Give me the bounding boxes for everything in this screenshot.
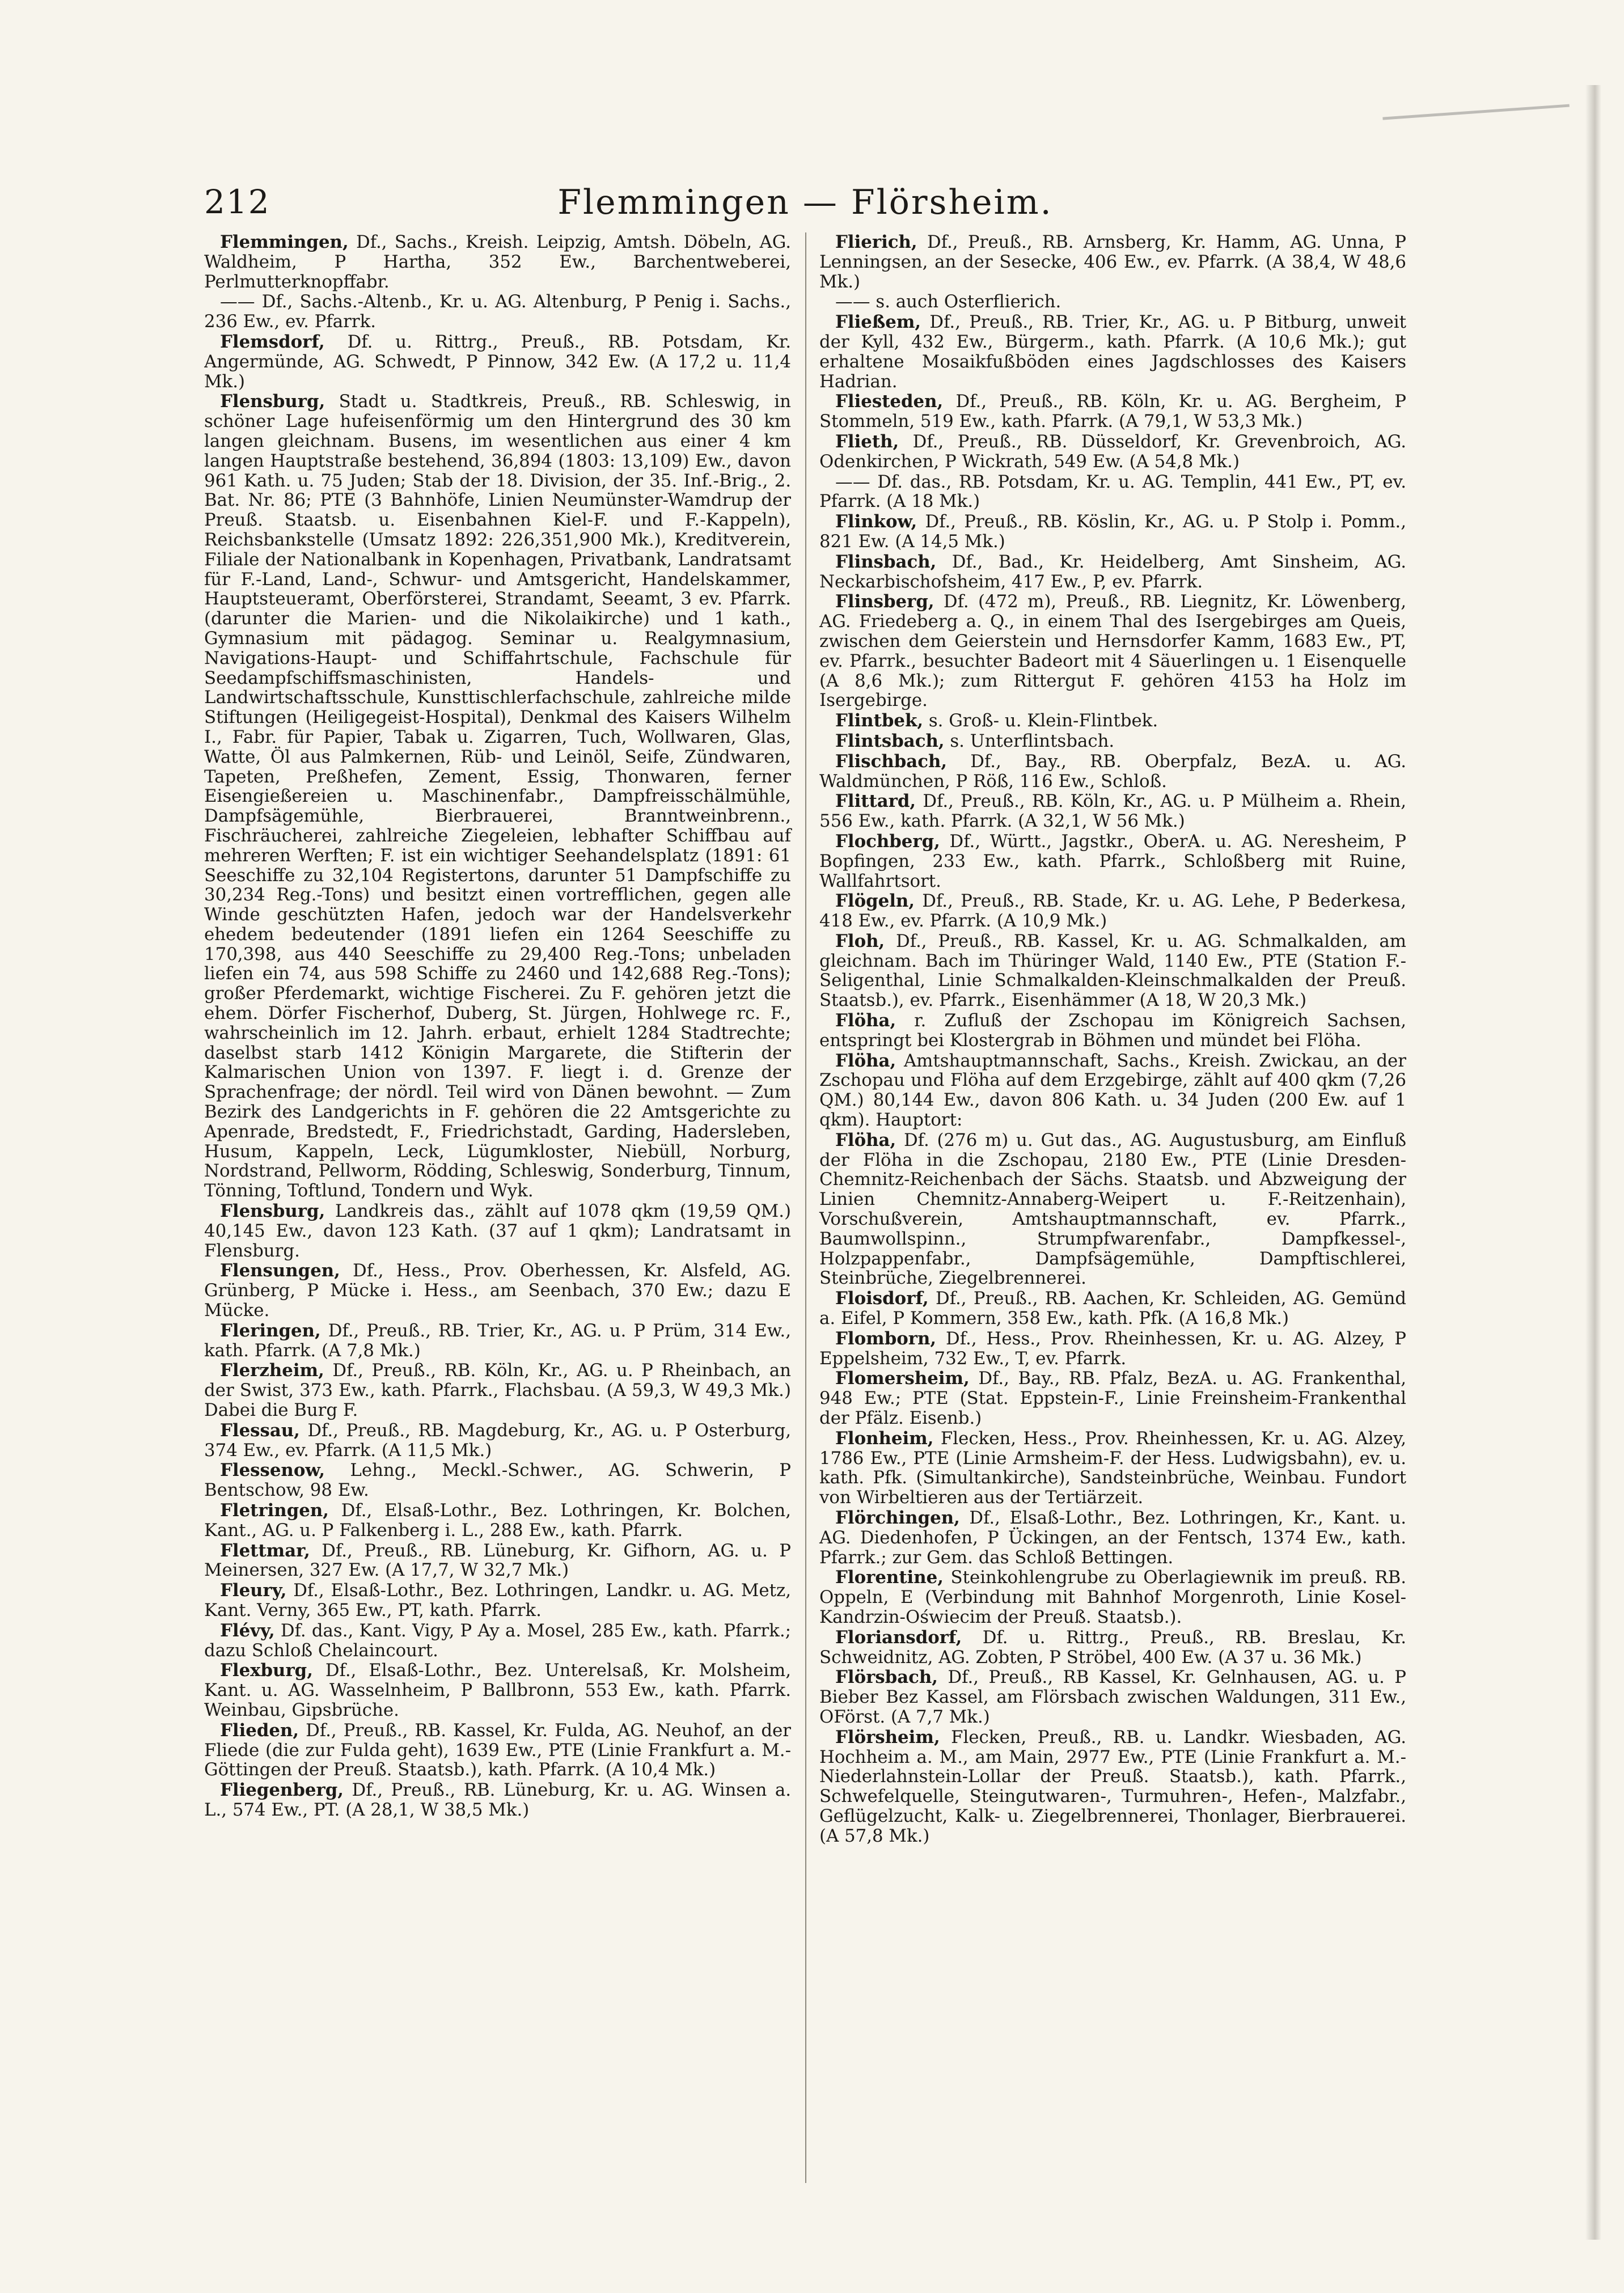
gazetteer-entry — [204, 1501, 791, 1541]
entry-headword: Flessenow, — [220, 1460, 325, 1481]
gazetteer-entry — [819, 1728, 1406, 1846]
entry-headword: Flierich, — [835, 232, 917, 252]
entry-text: r. Zufluß der Zschopau im Königreich Sachsen, entspringt bei Klostergrab in Böhmen und mündet bei Flöha. — [819, 1010, 1406, 1051]
entry-text: Df., Bad., Kr. Heidelberg, Amt Sinsheim, AG. Neckarbischofsheim, 417 Ew., P, ev. Pfarrk. — [819, 551, 1406, 592]
entry-text: Df., Hess., Prov. Rheinhessen, Kr. u. AG. Alzey, P Eppelsheim, 732 Ew., T, ev. Pfarrk. — [819, 1328, 1406, 1369]
gazetteer-entry — [819, 1051, 1406, 1130]
entry-text: Df. das., Kant. Vigy, P Ay a. Mosel, 285 Ew., kath. Pfarrk.; dazu Schloß Chelaincourt. — [204, 1620, 791, 1661]
entry-text: Df., Preuß., RB. Arnsberg, Kr. Hamm, AG. Unna, P Lenningsen, an der Sesecke, 406 Ew., ev. Pfarrk. (A 38,4, W 48,6 Mk.) — [819, 232, 1406, 292]
gazetteer-entry — [819, 1429, 1406, 1508]
entry-text: —— Df., Sachs.-Altenb., Kr. u. AG. Altenburg, P Penig i. Sachs., 236 Ew., ev. Pfarrk. — [204, 291, 791, 332]
gazetteer-entry — [204, 1361, 791, 1420]
gazetteer-entry — [819, 1568, 1406, 1627]
entry-text: Df., Elsaß-Lothr., Bez. Lothringen, Landkr. u. AG. Metz, Kant. Verny, 365 Ew., PT, kath. Pfarrk. — [204, 1580, 791, 1621]
entry-text: Df., Preuß., RB. Lüneburg, Kr. u. AG. Winsen a. L., 574 Ew., PT. (A 28,1, W 38,5 Mk.) — [204, 1780, 791, 1820]
gazetteer-entry — [204, 332, 791, 391]
gazetteer-entry — [819, 752, 1406, 792]
entry-headword: Flintbek, — [835, 710, 924, 731]
entry-text: Df., Preuß., RB. Aachen, Kr. Schleiden, AG. Gemünd a. Eifel, P Kommern, 358 Ew., kath. Pfk. (A 16,8 Mk.) — [819, 1288, 1406, 1329]
entry-text: s. Groß- u. Klein-Flintbek. — [923, 710, 1158, 731]
gazetteer-entry — [819, 552, 1406, 592]
entry-headword: Flörsbach, — [835, 1667, 938, 1688]
entry-text: Df., Preuß., RB. Köln, Kr. u. AG. Bergheim, P Stommeln, 519 Ew., kath. Pfarrk. (A 79,1, W 53,3 Mk.) — [819, 391, 1406, 432]
gazetteer-entry — [204, 1202, 791, 1260]
right-column — [819, 232, 1406, 2183]
entry-text: Steinkohlengrube zu Oberlagiewnik im preuß. RB. Oppeln, E (Verbindung mit Bahnhof Morgenroth, Linie Kosel-Kandrzin-Oświecim der Preuß. Staatsb.). — [819, 1567, 1406, 1627]
running-title: Flemmingen — Flörsheim. — [557, 183, 1053, 222]
gazetteer-entry — [819, 472, 1406, 512]
entry-headword: Flévy, — [220, 1620, 275, 1641]
entry-text: Amtshauptmannschaft, Sachs., Kreish. Zwickau, an der Zschopau und Flöha auf dem Erzgebirge, zählt auf 400 qkm (7,26 QM.) 80,144 Ew., davon 806 Kath. u. 34 Juden (200 Ew. auf 1 qkm). Hauptort: — [819, 1050, 1406, 1131]
entry-text: Df., Elsaß-Lothr., Bez. Unterelsaß, Kr. Molsheim, Kant. u. AG. Wasselnheim, P Ballbronn, 553 Ew., kath. Pfarrk. Weinbau, Gipsbrüche. — [204, 1660, 791, 1720]
entry-headword: Flischbach, — [835, 751, 948, 772]
entry-headword: Floh, — [835, 930, 885, 951]
gazetteer-entry — [204, 392, 791, 1201]
entry-headword: Flinkow, — [835, 511, 917, 532]
entry-text: Flecken, Preuß., RB. u. Landkr. Wiesbaden, AG. Hochheim a. M., am Main, 2977 Ew., PTE (Linie Frankfurt a. M.-Niederlahnstein-Lollar der Preuß. Staatsb.), kath. Pfarrk., Schwefelquelle, Steingutwaren-, Turmuhren-, Hefen-, Malzfabr., Geflügelzucht, Kalk- u. Ziegelbrennerei, Thonlager, Bierbrauerei. (A 57,8 Mk.) — [819, 1727, 1406, 1846]
entry-headword: Flomborn, — [835, 1328, 937, 1349]
page-edge-shadow — [1585, 85, 1601, 2240]
gazetteer-entry — [204, 1621, 791, 1661]
entry-headword: Flettmar, — [220, 1540, 310, 1561]
entry-headword: Flinsbach, — [835, 551, 937, 572]
gazetteer-entry — [819, 1289, 1406, 1329]
entry-text: Df., Preuß., RB. Kassel, Kr. Fulda, AG. Neuhof, an der Fliede (die zur Fulda geht), 1639 Ew., PTE (Linie Frankfurt a. M.-Göttingen der Preuß. Staatsb.), kath. Pfarrk. (A 10,4 Mk.) — [204, 1720, 791, 1780]
entry-text: Df. u. Rittrg., Preuß., RB. Breslau, Kr. Schweidnitz, AG. Zobten, P Ströbel, 400 Ew. (A 37 u. 36 Mk.) — [819, 1627, 1406, 1668]
entry-headword: Flemmingen, — [220, 232, 349, 252]
entry-headword: Flittard, — [835, 791, 916, 812]
gazetteer-entry — [819, 232, 1406, 291]
gazetteer-entry — [204, 1461, 791, 1500]
gazetteer-entry — [819, 312, 1406, 391]
entry-headword: Fliegenberg, — [220, 1780, 344, 1801]
entry-text: Df. u. Rittrg., Preuß., RB. Potsdam, Kr. Angermünde, AG. Schwedt, P Pinnow, 342 Ew. (A 17,2 u. 11,4 Mk.) — [204, 331, 791, 392]
entry-headword: Fließem, — [835, 312, 921, 333]
entry-text: Df. (276 m) u. Gut das., AG. Augustusburg, am Einfluß der Flöha in die Zschopau, 2180 Ew., PTE (Linie Dresden-Chemnitz-Reichenbach der Sächs. Staatsb. und Abzweigung der Linien Chemnitz-Annaberg-Weipert u. F.-Reitzenhain), Vorschußverein, Amtshauptmannschaft, ev. Pfarrk., Baumwollspinn., Strumpfwarenfabr., Dampfkessel-, Holzpappenfabr., Dampfsägemühle, Dampftischlerei, Steinbrüche, Ziegelbrennerei. — [819, 1129, 1406, 1289]
gazetteer-entry — [819, 592, 1406, 710]
entry-headword: Flöha, — [835, 1129, 896, 1150]
entry-headword: Flintsbach, — [835, 730, 945, 751]
entry-text: Df., Preuß., RB. Lüneburg, Kr. Gifhorn, AG. u. P Meinersen, 327 Ew. (A 17,7, W 32,7 Mk.) — [204, 1540, 791, 1581]
entry-headword: Fliesteden, — [835, 391, 944, 412]
entry-headword: Flinsberg, — [835, 591, 934, 612]
entry-headword: Fletringen, — [220, 1500, 329, 1521]
gazetteer-entry — [204, 292, 791, 332]
entry-headword: Flomersheim, — [835, 1368, 970, 1389]
entry-text: s. Unterflintsbach. — [944, 730, 1115, 751]
column-divider — [805, 232, 806, 2183]
entry-text: Landkreis das., zählt auf 1078 qkm (19,59 QM.) 40,145 Ew., davon 123 Kath. (37 auf 1 qkm); Landratsamt in Flensburg. — [204, 1201, 791, 1261]
gazetteer-entry — [819, 832, 1406, 891]
entry-text: Df. (472 m), Preuß., RB. Liegnitz, Kr. Löwenberg, AG. Friedeberg a. Q., in einem Thal des Isergebirges am Queis, zwischen dem Geierstein und Hernsdorfer Kamm, 1683 Ew., PT, ev. Pfarrk., besuchter Badeort mit 4 Säuerlingen u. 1 Eisenquelle (A 8,6 Mk.); zum Rittergut F. gehören 4153 ha Holz im Isergebirge. — [819, 591, 1406, 711]
entry-text: Lehng., Meckl.-Schwer., AG. Schwerin, P Bentschow, 98 Ew. — [204, 1460, 791, 1501]
gazetteer-entry — [819, 731, 1406, 751]
entry-text: Df., Preuß., RB. Magdeburg, Kr., AG. u. P Osterburg, 374 Ew., ev. Pfarrk. (A 11,5 Mk.) — [204, 1420, 791, 1461]
gazetteer-entry — [819, 1508, 1406, 1567]
gazetteer-entry — [819, 1131, 1406, 1288]
gazetteer-entry — [204, 1661, 791, 1720]
gazetteer-entry — [819, 392, 1406, 431]
gazetteer-entry — [819, 1369, 1406, 1428]
entry-headword: Flonheim, — [835, 1428, 934, 1449]
entry-headword: Flexburg, — [220, 1660, 313, 1681]
gazetteer-entry — [204, 1421, 791, 1461]
gazetteer-entry — [204, 232, 791, 291]
gazetteer-entry — [204, 1581, 791, 1621]
entry-text: —— Df. das., RB. Potsdam, Kr. u. AG. Templin, 441 Ew., PT, ev. Pfarrk. (A 18 Mk.) — [819, 471, 1406, 512]
entry-text: Df., Hess., Prov. Oberhessen, Kr. Alsfeld, AG. Grünberg, P Mücke i. Hess., am Seenbach, 370 Ew.; dazu E Mücke. — [204, 1260, 791, 1321]
left-column — [204, 232, 791, 2183]
entry-headword: Fleury, — [220, 1580, 287, 1601]
entry-headword: Flieden, — [220, 1720, 299, 1741]
gazetteer-entry — [819, 1628, 1406, 1668]
gazetteer-entry — [204, 1261, 791, 1320]
gazetteer-entry — [819, 1329, 1406, 1369]
entry-text: Df., Preuß., RB. Trier, Kr., AG. u. P Bitburg, unweit der Kyll, 432 Ew., Bürgerm., kath. Pfarrk. (A 10,6 Mk.); gut erhaltene Mosaikfußböden eines Jagdschlosses des Kaisers Hadrian. — [819, 312, 1406, 392]
entry-headword: Florentine, — [835, 1567, 944, 1588]
entry-text: Df., Bay., RB. Pfalz, BezA. u. AG. Frankenthal, 948 Ew.; PTE (Stat. Eppstein-F., Linie Freinsheim-Frankenthal der Pfälz. Eisenb.) — [819, 1368, 1406, 1429]
gazetteer-entry — [819, 512, 1406, 552]
entry-headword: Flieth, — [835, 431, 899, 452]
entry-text: Df., Preuß., RB. Stade, Kr. u. AG. Lehe, P Bederkesa, 418 Ew., ev. Pfarrk. (A 10,9 Mk.) — [819, 891, 1406, 932]
entry-text: Flecken, Hess., Prov. Rheinhessen, Kr. u. AG. Alzey, 1786 Ew., PTE (Linie Armsheim-F. der Hess. Ludwigsbahn), ev. u. kath. Pfk. (Simultankirche), Sandsteinbrüche, Weinbau. Fundort von Wirbeltieren aus der Tertiärzeit. — [819, 1428, 1406, 1508]
entry-headword: Flemsdorf, — [220, 331, 325, 352]
entry-headword: Flensburg, — [220, 1201, 325, 1222]
entry-headword: Fleringen, — [220, 1320, 321, 1341]
gazetteer-entry — [819, 932, 1406, 1010]
gazetteer-entry — [819, 292, 1406, 312]
entry-text: Df., Preuß., RB. Kassel, Kr. u. AG. Schmalkalden, am gleichnam. Bach im Thüringer Wald, 1140 Ew., PTE (Station F.-Seligenthal, Linie Schmalkalden-Kleinschmalkalden der Preuß. Staatsb.), ev. Pfarrk., Eisenhämmer (A 18, W 20,3 Mk.) — [819, 930, 1406, 1011]
entry-headword: Flöha, — [835, 1010, 896, 1031]
entry-text: Df., Preuß., RB. Köln, Kr., AG. u. P Mülheim a. Rhein, 556 Ew., kath. Pfarrk. (A 32,1, W 56 Mk.) — [819, 791, 1406, 832]
gazetteer-entry — [819, 1011, 1406, 1051]
gazetteer-entry — [819, 711, 1406, 731]
entry-headword: Flensburg, — [220, 391, 325, 412]
entry-text: Df., Sachs., Kreish. Leipzig, Amtsh. Döbeln, AG. Waldheim, P Hartha, 352 Ew., Barchentweberei, Perlmutterknopffabr. — [204, 232, 791, 292]
entry-text: Df., Bay., RB. Oberpfalz, BezA. u. AG. Waldmünchen, P Röß, 116 Ew., Schloß. — [819, 751, 1406, 792]
entry-headword: Flöha, — [835, 1050, 896, 1071]
gazetteer-entry — [204, 1721, 791, 1780]
entry-text: Stadt u. Stadtkreis, Preuß., RB. Schleswig, in schöner Lage hufeisenförmig um den Hintergrund des 30 km langen gleichnam. Busens, im wesentlichen aus einer 4 km langen Hauptstraße bestehend, 36,894 (1803: 13,109) Ew., davon 961 Kath. u. 75 Juden; Stab der 18. Division, der 35. Inf.-Brig., 2. Bat. Nr. 86; PTE (3 Bahnhöfe, Linien Neumünster-Wamdrup der Preuß. Staatsb. u. Eisenbahnen Kiel-F. und F.-Kappeln), Reichsbankstelle (Umsatz 1892: 226,351,900 Mk.), Kreditverein, Filiale der Nationalbank in Kopenhagen, Privatbank, Landratsamt für F.-Land, Land-, Schwur- und Amtsgericht, Handelskammer, Hauptsteueramt, Oberförsterei, Strandamt, Seeamt, 3 ev. Pfarrk. (darunter die Marien- und die Nikolaikirche) und 1 kath., Gymnasium mit pädagog. Seminar u. Realgymnasium, Navigations-Haupt- und Schiffahrtschule, Fachschule für Seedampfschiffsmaschinisten, Handels- und Landwirtschaftsschule, Kunsttischlerfachschule, zahlreiche milde Stiftungen (Heiligegeist-Hospital), Denkmal des Kaisers Wilhelm I., Fabr. für Papier, Tabak u. Zigarren, Tuch, Wollwaren, Glas, Watte, Öl aus Palmkernen, Rüb- und Leinöl, Seife, Zündwaren, Tapeten, Preßhefen, Zement, Essig, Thonwaren, ferner Eisengießereien u. Maschinenfabr., Dampfreisschälmühle, Dampfsägemühle, Bierbrauerei, Branntweinbrenn., Fischräucherei, zahlreiche Ziegeleien, lebhafter Schiffbau auf mehreren Werften; F. ist ein wichtiger Seehandelsplatz (1891: 61 Seeschiffe zu 32,104 Registertons, darunter 51 Dampfschiffe zu 30,234 Reg.-Tons) und besitzt einen vortrefflichen, gegen alle Winde geschützten Hafen, jedoch war der Handelsverkehr ehedem bedeutender (1891 liefen ein 1264 Seeschiffe zu 170,398, aus 440 Seeschiffe zu 29,400 Reg.-Tons; unbeladen liefen ein 74, aus 598 Schiffe zu 2460 und 142,688 Reg.-Tons); großer Pferdemarkt, wichtige Fischerei. Zu F. gehören jetzt die ehem. Dörfer Fischerhof, Duberg, St. Jürgen, Hohlwege rc. F., wahrscheinlich im 12. Jahrh. erbaut, erhielt 1284 Stadtrechte; daselbst starb 1412 Königin Margarete, die Stifterin der Kalmarischen Union von 1397. F. liegt i. d. Grenze der Sprachenfrage; der nördl. Teil wird von Dänen bewohnt. — Zum Bezirk des Landgerichts in F. gehören die 22 Amtsgerichte zu Apenrade, Bredstedt, F., Friedrichstadt, Garding, Hadersleben, Husum, Kappeln, Leck, Lügumkloster, Niebüll, Norburg, Nordstrand, Pellworm, Rödding, Schleswig, Sonderburg, Tinnum, Tönning, Toftlund, Tondern und Wyk. — [204, 391, 791, 1202]
entry-text: Df., Preuß., RB. Trier, Kr., AG. u. P Prüm, 314 Ew., kath. Pfarrk. (A 7,8 Mk.) — [204, 1320, 791, 1361]
gazetteer-entry — [819, 432, 1406, 472]
entry-headword: Flerzheim, — [220, 1360, 324, 1381]
gazetteer-entry — [204, 1780, 791, 1820]
text-columns — [204, 232, 1406, 2183]
entry-text: Df., Württ., Jagstkr., OberA. u. AG. Neresheim, P Bopfingen, 233 Ew., kath. Pfarrk., Schloßberg mit Ruine, Wallfahrtsort. — [819, 831, 1406, 891]
entry-headword: Flörchingen, — [835, 1508, 960, 1528]
page-header — [204, 183, 1406, 239]
gazetteer-entry — [204, 1321, 791, 1361]
entry-headword: Flessau, — [220, 1420, 300, 1441]
entry-headword: Flochberg, — [835, 831, 940, 852]
entry-text: —— s. auch Osterflierich. — [835, 291, 1061, 312]
entry-text: Df., Preuß., RB. Köslin, Kr., AG. u. P Stolp i. Pomm., 821 Ew. (A 14,5 Mk.) — [819, 511, 1406, 552]
entry-text: Df., Preuß., RB Kassel, Kr. Gelnhausen, AG. u. P Bieber Bez Kassel, am Flörsbach zwischen Waldungen, 311 Ew., OFörst. (A 7,7 Mk.) — [819, 1667, 1406, 1727]
gazetteer-entry — [204, 1541, 791, 1581]
gazetteer-entry — [819, 792, 1406, 831]
entry-headword: Floriansdorf, — [835, 1627, 962, 1648]
entry-text: Df., Elsaß-Lothr., Bez. Lothringen, Kr. Bolchen, Kant., AG. u. P Falkenberg i. L., 288 Ew., kath. Pfarrk. — [204, 1500, 791, 1541]
entry-text: Df., Preuß., RB. Köln, Kr., AG. u. P Rheinbach, an der Swist, 373 Ew., kath. Pfarrk., Flachsbau. (A 59,3, W 49,3 Mk.) Dabei die Burg F. — [204, 1360, 791, 1421]
entry-headword: Flögeln, — [835, 891, 915, 912]
corner-scan-mark — [1382, 104, 1571, 151]
entry-headword: Floisdorf, — [835, 1288, 929, 1309]
entry-headword: Flensungen, — [220, 1260, 340, 1281]
gazetteer-entry — [819, 1668, 1406, 1727]
page-number: 212 — [204, 183, 270, 221]
entry-headword: Flörsheim, — [835, 1727, 940, 1748]
entry-text: Df., Preuß., RB. Düsseldorf, Kr. Grevenbroich, AG. Odenkirchen, P Wickrath, 549 Ew. (A 54,8 Mk.) — [819, 431, 1406, 472]
gazetteer-entry — [819, 891, 1406, 931]
entry-text: Df., Elsaß-Lothr., Bez. Lothringen, Kr., Kant. u. AG. Diedenhofen, P Ückingen, an der Fentsch, 1374 Ew., kath. Pfarrk.; zur Gem. das Schloß Bettingen. — [819, 1508, 1406, 1568]
